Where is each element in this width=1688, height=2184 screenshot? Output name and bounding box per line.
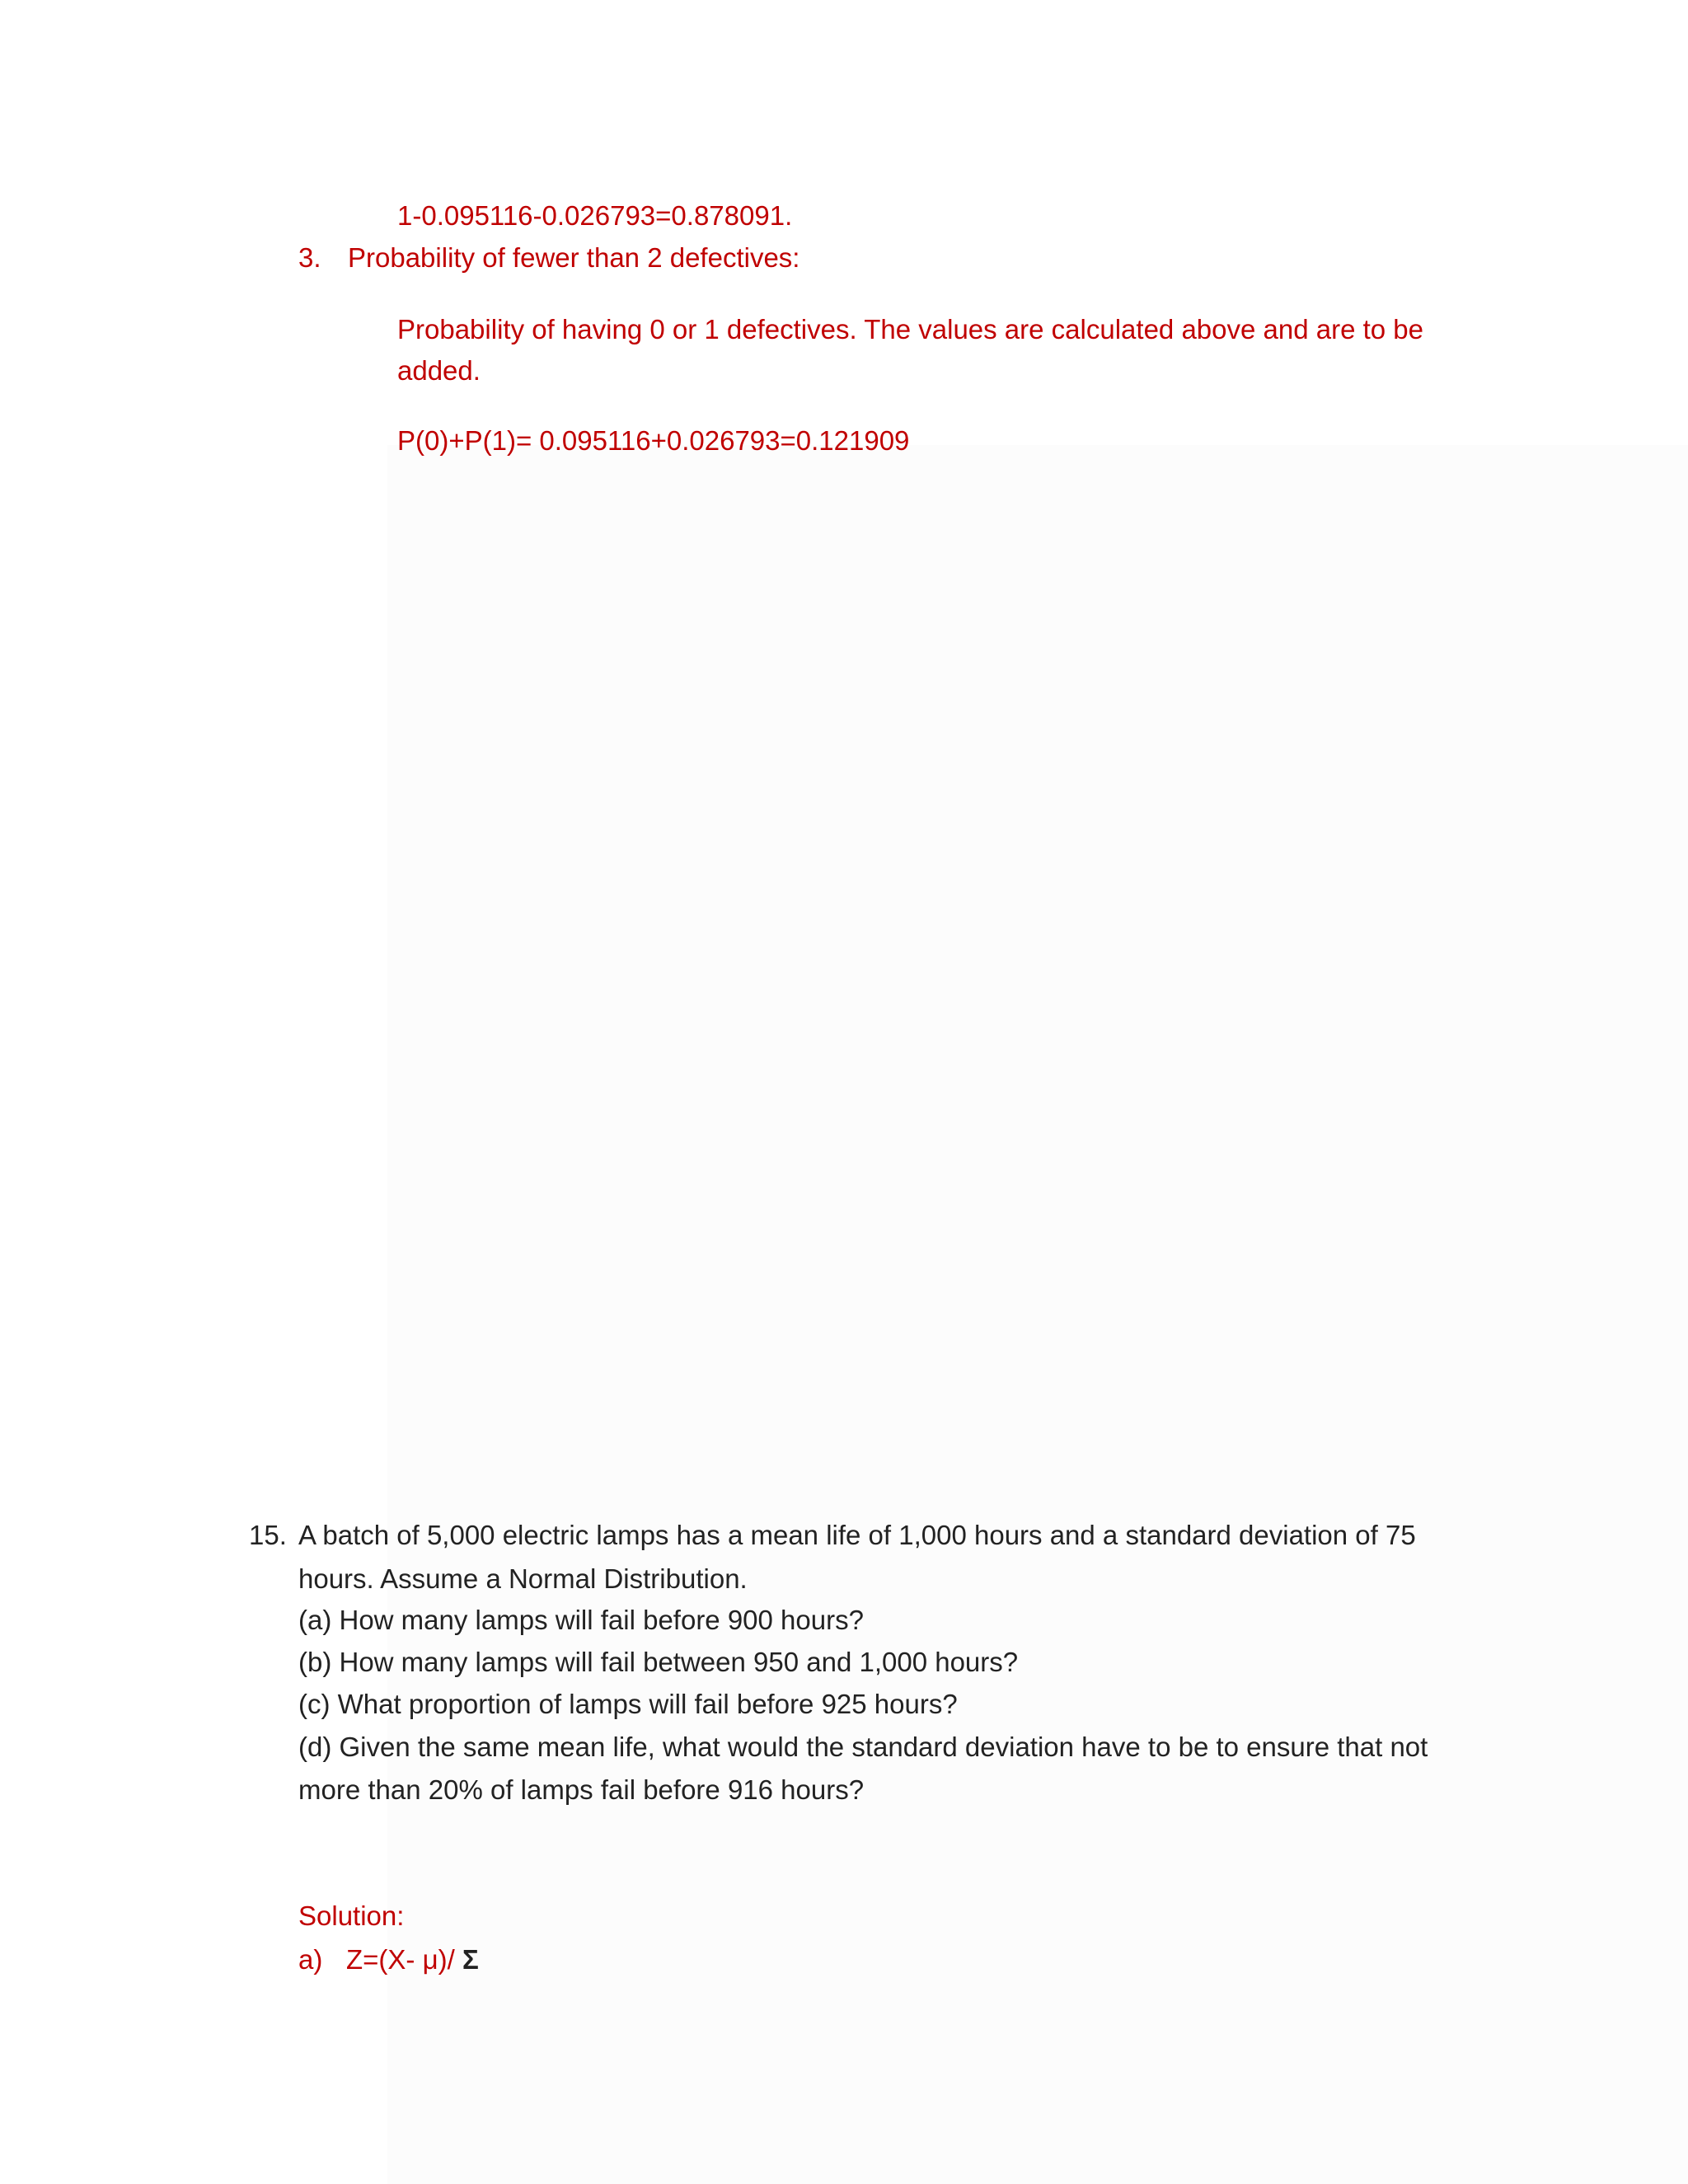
sigma-symbol: Σ (462, 1944, 479, 1975)
question-part-a: (a) How many lamps will fail before 900 hours? (298, 1605, 864, 1635)
question-text-line: hours. Assume a Normal Distribution. (298, 1563, 748, 1594)
answer-explanation-line: added. (397, 355, 481, 386)
question-text-line: A batch of 5,000 electric lamps has a mean life of 1,000 hours and a standard deviation of 75 (298, 1520, 1416, 1550)
answer-explanation-line: Probability of having 0 or 1 defectives. The values are calculated above and are to be (397, 314, 1424, 344)
question-part-b: (b) How many lamps will fail between 950 and 1,000 hours? (298, 1647, 1019, 1677)
solution-item-formula (346, 1943, 479, 1976)
solution-heading: Solution: (298, 1900, 405, 1931)
page-background-shade (387, 445, 1688, 2184)
answer-item-number: 3. (298, 242, 321, 273)
answer-item-heading: Probability of fewer than 2 defectives: (348, 242, 800, 273)
answer-result-line: 1-0.095116-0.026793=0.878091. (397, 200, 793, 231)
question-part-d: (d) Given the same mean life, what would the standard deviation have to be to ensure that not (298, 1732, 1428, 1762)
question-number: 15. (249, 1520, 287, 1550)
z-score-formula: Z=(X- μ)/ (346, 1944, 462, 1975)
question-part-c: (c) What proportion of lamps will fail before 925 hours? (298, 1689, 958, 1719)
question-part-d: more than 20% of lamps fail before 916 hours? (298, 1774, 865, 1805)
solution-item-label: a) (298, 1944, 323, 1975)
answer-formula: P(0)+P(1)= 0.095116+0.026793=0.121909 (397, 425, 910, 456)
